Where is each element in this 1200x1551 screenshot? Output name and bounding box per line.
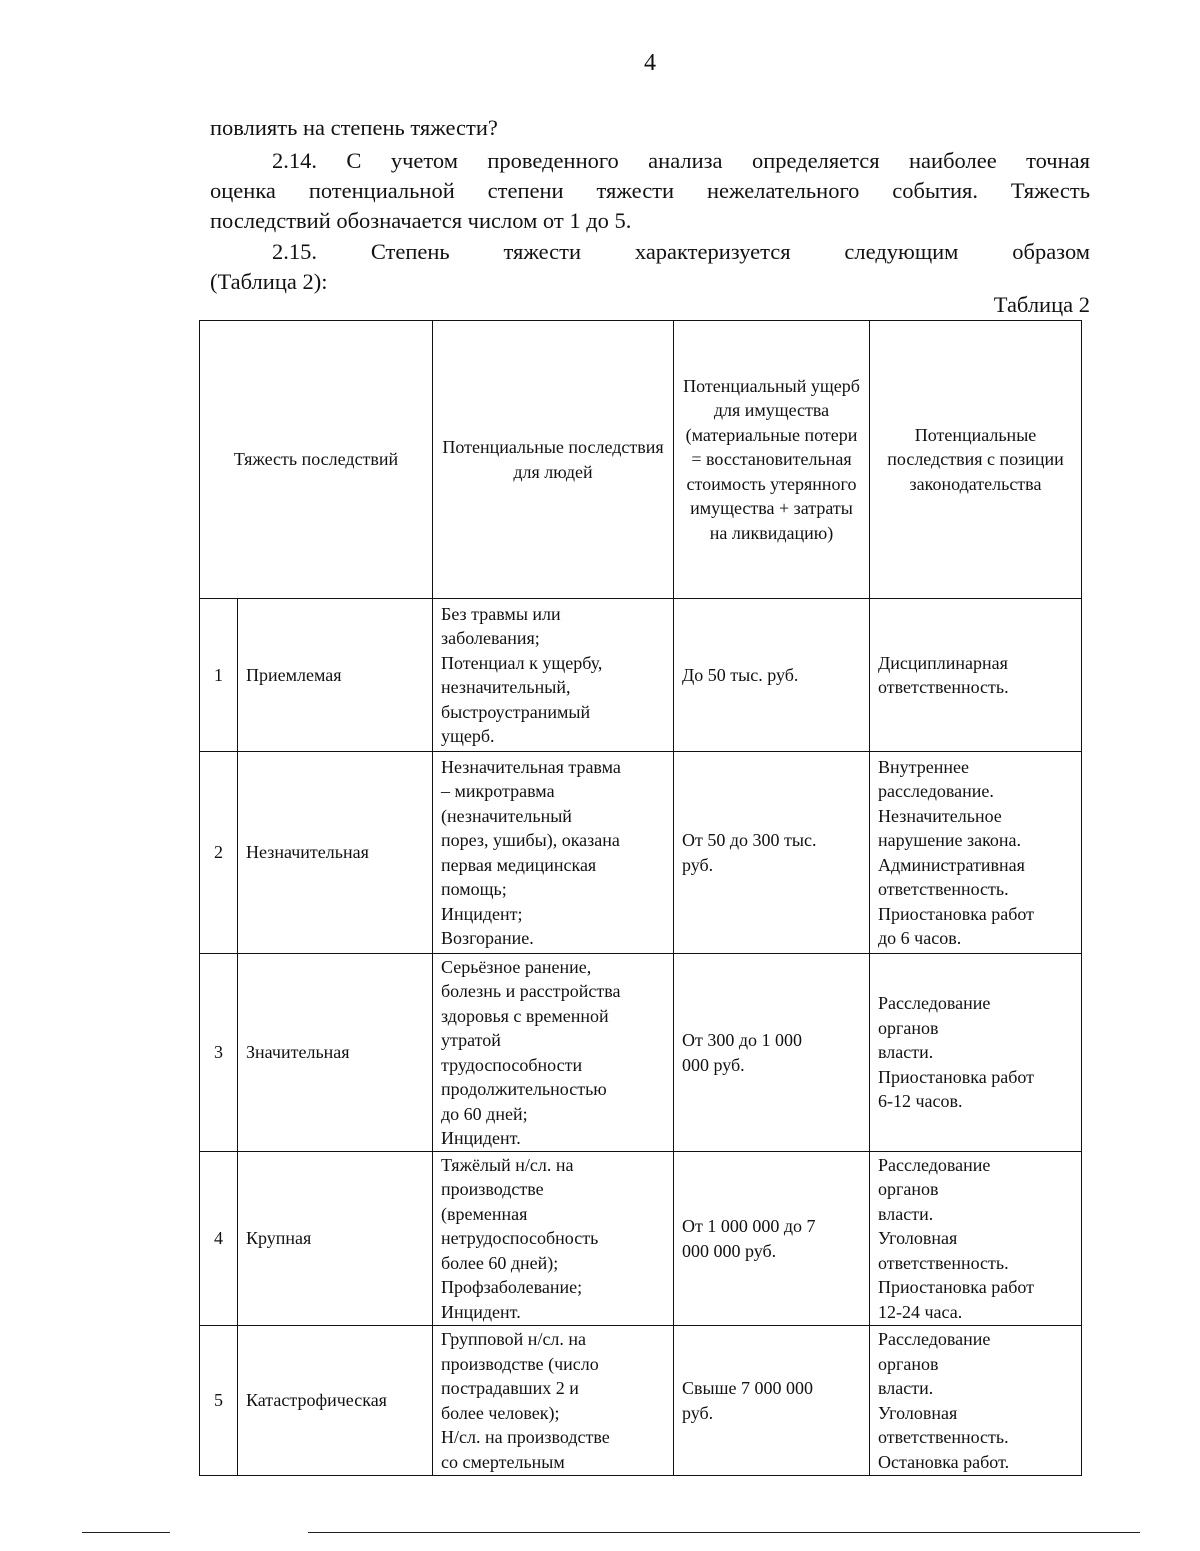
people-consequences-cell-line: Профзаболевание; — [441, 1277, 583, 1298]
table-header-row — [200, 321, 1082, 599]
people-consequences-cell-line: Незначительная травма — [441, 756, 621, 777]
legal-consequences-cell-line: Приостановка работ — [878, 903, 1035, 924]
legal-consequences-cell-line: власти. — [878, 1203, 934, 1224]
legal-consequences-cell-line: расследование. — [878, 781, 994, 801]
severity-level: Катастрофическая — [238, 1326, 433, 1476]
legal-consequences-cell — [870, 954, 1082, 1152]
severity-number: 5 — [200, 1326, 238, 1476]
people-consequences-cell-line: первая медицинская — [441, 854, 597, 875]
property-damage-cell — [674, 599, 870, 752]
legal-consequences-cell-line: ответственность. — [878, 879, 1009, 899]
footer-rule-left — [82, 1532, 170, 1533]
property-damage-cell-line: От 300 до 1 000 — [682, 1030, 803, 1050]
people-consequences-cell — [433, 954, 674, 1152]
legal-consequences-cell-line: органов — [878, 1017, 939, 1038]
severity-level: Крупная — [238, 1152, 433, 1326]
legal-consequences-cell-line: ответственность. — [878, 677, 1009, 697]
legal-consequences-cell — [870, 1326, 1082, 1476]
property-damage-cell-line: Свыше 7 000 000 — [682, 1378, 813, 1398]
people-consequences-cell-line: трудоспособности — [441, 1054, 583, 1075]
property-damage-cell — [674, 954, 870, 1152]
legal-consequences-cell — [870, 752, 1082, 954]
people-consequences-cell-line: Инцидент. — [441, 1128, 521, 1148]
legal-consequences-cell-line: Приостановка работ — [878, 1066, 1035, 1087]
header-severity: Тяжесть последствий — [200, 321, 433, 599]
people-consequences-cell-line: Групповой н/сл. на — [441, 1329, 587, 1349]
people-consequences-cell-line: – микротравма — [441, 781, 555, 801]
page-number: 4 — [644, 50, 656, 76]
legal-consequences-cell-line: Расследование — [878, 1154, 991, 1175]
property-damage-cell — [674, 1326, 870, 1476]
legal-consequences-cell-line: ответственность. — [878, 1427, 1009, 1447]
property-damage-cell-line: руб. — [682, 1402, 714, 1423]
property-damage-cell-line: 000 руб. — [682, 1054, 745, 1075]
people-consequences-cell-line: утратой — [441, 1030, 501, 1050]
table-row — [200, 1326, 1082, 1476]
legal-consequences-cell-line: Дисциплинарная — [878, 652, 1008, 673]
severity-number: 4 — [200, 1152, 238, 1326]
people-consequences-cell-line: порез, ушибы), оказана — [441, 830, 620, 850]
people-consequences-cell-line: производстве — [441, 1179, 544, 1200]
people-consequences-cell-line: Без травмы или — [441, 603, 561, 624]
legal-consequences-cell-line: Расследование — [878, 993, 991, 1014]
legal-consequences-cell-line: власти. — [878, 1042, 934, 1063]
people-consequences-cell-line: Серьёзное ранение, — [441, 956, 592, 977]
property-damage-cell — [674, 1152, 870, 1326]
paragraph-2-14-line-2: оценка потенциальной степени тяжести нежелательного события. Тяжесть — [210, 178, 1090, 203]
people-consequences-cell-line: Возгорание. — [441, 928, 534, 948]
people-consequences-cell-line: помощь; — [441, 879, 507, 899]
table-row — [200, 752, 1082, 954]
property-damage-cell-line: руб. — [682, 854, 714, 875]
severity-table — [199, 320, 1082, 1476]
legal-consequences-cell-line: ответственность. — [878, 1252, 1009, 1273]
paragraph-2-15-line-1: 2.15. Степень тяжести характеризуется следующим образом — [272, 239, 1090, 264]
people-consequences-cell-line: до 60 дней; — [441, 1103, 528, 1124]
people-consequences-cell-line: заболевания; — [441, 628, 540, 648]
severity-level: Приемлемая — [238, 599, 433, 752]
people-consequences-cell — [433, 1326, 674, 1476]
table-caption: Таблица 2 — [993, 292, 1090, 317]
severity-number: 3 — [200, 954, 238, 1152]
legal-consequences-cell-line: нарушение закона. — [878, 830, 1022, 850]
legal-consequences-cell-line: Уголовная — [878, 1228, 958, 1249]
legal-consequences-cell-line: Уголовная — [878, 1402, 958, 1423]
people-consequences-cell-line: быстроустранимый — [441, 701, 591, 722]
legal-consequences-cell-line: Административная — [878, 854, 1025, 875]
property-damage-cell-line: От 1 000 000 до 7 — [682, 1216, 816, 1236]
property-damage-cell-line: От 50 до 300 тыс. — [682, 830, 817, 850]
severity-number: 2 — [200, 752, 238, 954]
property-damage-cell-line: До 50 тыс. руб. — [682, 664, 799, 685]
legal-consequences-cell-line: органов — [878, 1179, 939, 1200]
people-consequences-cell-line: более 60 дней); — [441, 1252, 559, 1273]
people-consequences-cell-line: Потенциал к ущербу, — [441, 652, 603, 673]
legal-consequences-cell-line: Расследование — [878, 1329, 991, 1349]
legal-consequences-cell — [870, 1152, 1082, 1326]
legal-consequences-cell-line: органов — [878, 1353, 939, 1374]
people-consequences-cell-line: со смертельным — [441, 1451, 565, 1472]
people-consequences-cell-line: Тяжёлый н/сл. на — [441, 1154, 574, 1175]
severity-number: 1 — [200, 599, 238, 752]
people-consequences-cell-line: нетрудоспособность — [441, 1228, 599, 1249]
legal-consequences-cell — [870, 599, 1082, 752]
paragraph-2-15-line-2: (Таблица 2): — [210, 269, 328, 294]
table-row — [200, 599, 1082, 752]
legal-consequences-cell-line: 6-12 часов. — [878, 1091, 963, 1112]
paragraph-continuation: повлиять на степень тяжести? — [210, 115, 498, 140]
people-consequences-cell-line: незначительный, — [441, 677, 571, 697]
people-consequences-cell-line: Н/сл. на производстве — [441, 1427, 610, 1447]
table-row — [200, 954, 1082, 1152]
footer-rule-right — [308, 1532, 1140, 1533]
property-damage-cell-line: 000 000 руб. — [682, 1240, 777, 1261]
table-body — [200, 599, 1082, 1476]
people-consequences-cell — [433, 599, 674, 752]
people-consequences-cell-line: более человек); — [441, 1402, 560, 1423]
people-consequences-cell — [433, 1152, 674, 1326]
legal-consequences-cell-line: Остановка работ. — [878, 1451, 1010, 1472]
header-people-consequences: Потенциальные последствия для людей — [433, 321, 674, 599]
paragraph-2-14-line-3: последствий обозначается числом от 1 до 5. — [210, 208, 632, 233]
severity-level: Незначительная — [238, 752, 433, 954]
people-consequences-cell — [433, 752, 674, 954]
table-row — [200, 1152, 1082, 1326]
paragraph-2-14-line-1: 2.14. С учетом проведенного анализа определяется наиболее точная — [272, 148, 1090, 173]
people-consequences-cell-line: болезнь и расстройства — [441, 981, 621, 1001]
people-consequences-cell-line: Инцидент; — [441, 903, 523, 924]
header-property-damage: Потенциальный ущерб для имущества (материальные потери = восстановительная стоимость утерянного имущества + затраты на ликвидацию) — [674, 321, 870, 599]
people-consequences-cell-line: Инцидент. — [441, 1301, 521, 1322]
legal-consequences-cell-line: 12-24 часа. — [878, 1301, 963, 1322]
legal-consequences-cell-line: Незначительное — [878, 805, 1002, 826]
legal-consequences-cell-line: Приостановка работ — [878, 1277, 1035, 1298]
legal-consequences-cell-line: власти. — [878, 1378, 934, 1398]
people-consequences-cell-line: здоровья с временной — [441, 1005, 609, 1026]
header-legal-consequences: Потенциальные последствия с позиции законодательства — [870, 321, 1082, 599]
property-damage-cell — [674, 752, 870, 954]
legal-consequences-cell-line: Внутреннее — [878, 756, 969, 777]
people-consequences-cell-line: производстве (число — [441, 1353, 599, 1374]
people-consequences-cell-line: пострадавших 2 и — [441, 1378, 579, 1398]
people-consequences-cell-line: продолжительностью — [441, 1079, 607, 1099]
severity-level: Значительная — [238, 954, 433, 1152]
legal-consequences-cell-line: до 6 часов. — [878, 928, 962, 948]
people-consequences-cell-line: (незначительный — [441, 805, 572, 826]
people-consequences-cell-line: ущерб. — [441, 726, 495, 746]
people-consequences-cell-line: (временная — [441, 1203, 528, 1224]
